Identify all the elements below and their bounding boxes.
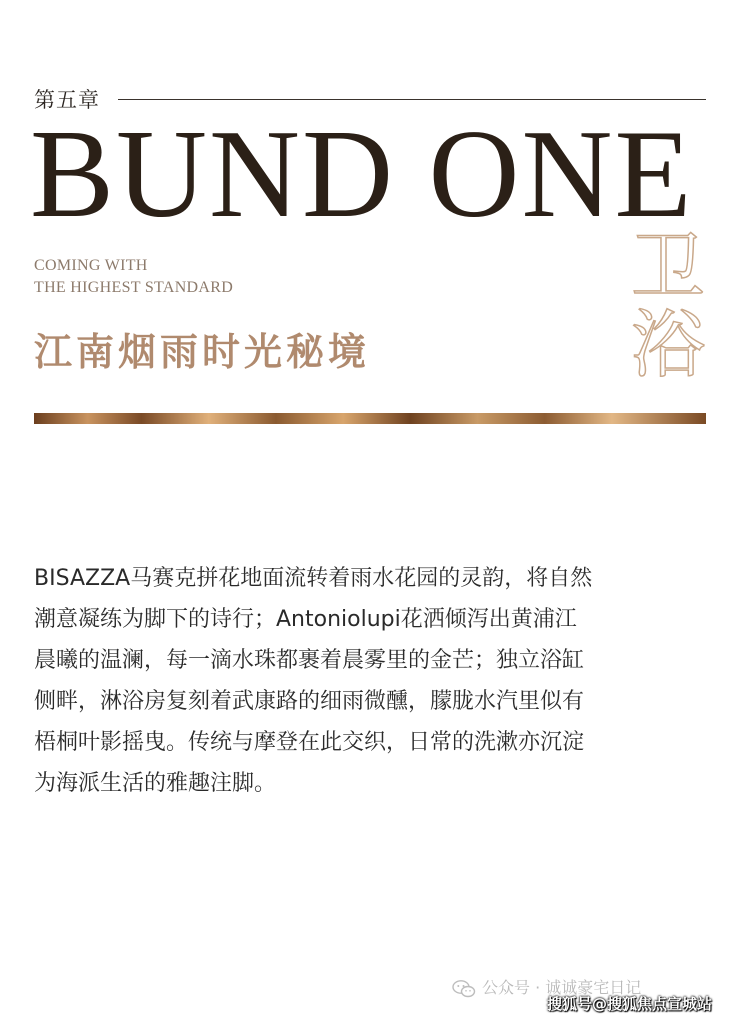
section-char: 卫 bbox=[631, 224, 705, 310]
gold-divider-bar bbox=[34, 413, 706, 424]
wechat-icon bbox=[452, 980, 476, 998]
footer-attribution bbox=[452, 972, 712, 1012]
body-line: BISAZZA马赛克拼花地面流转着雨水花园的灵韵，将自然 bbox=[34, 566, 593, 591]
section-title-vertical bbox=[628, 224, 708, 388]
account-name: 公众号 · 诚诚豪宅日记 bbox=[482, 978, 642, 997]
english-subtitle-line: THE HIGHEST STANDARD bbox=[34, 279, 234, 296]
body-line: 潮意凝练为脚下的诗行；Antoniolupi花洒倾泻出黄浦江 bbox=[34, 607, 577, 632]
body-line: 侧畔，淋浴房复刻着武康路的细雨微醺，朦胧水汽里似有 bbox=[34, 689, 585, 714]
english-subtitle-line: COMING WITH bbox=[34, 257, 148, 274]
body-line: 晨曦的温澜，每一滴水珠都裹着晨雾里的金芒；独立浴缸 bbox=[34, 648, 585, 673]
body-line: 梧桐叶影摇曳。传统与摩登在此交织，日常的洗漱亦沉淀 bbox=[34, 730, 585, 755]
chapter-label: 第五章 bbox=[34, 88, 100, 112]
english-subtitle bbox=[34, 255, 233, 299]
section-char: 浴 bbox=[631, 302, 705, 388]
body-line: 为海派生活的雅趣注脚。 bbox=[34, 771, 277, 796]
watermark-text: 搜狐号@搜狐焦点宣城站 bbox=[546, 995, 712, 1013]
chapter-divider bbox=[118, 99, 706, 100]
page-title: BUND ONE bbox=[30, 105, 694, 244]
chinese-subtitle: 江南烟雨时光秘境 bbox=[34, 330, 371, 374]
body-paragraph bbox=[34, 558, 714, 804]
